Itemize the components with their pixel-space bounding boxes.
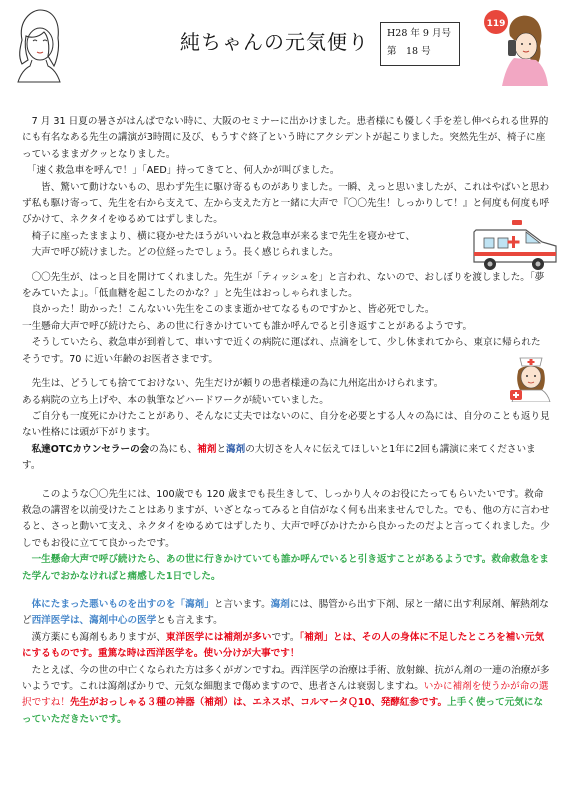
paragraph-hospital: そうしていたら、救急車が到着して、車いすで近くの病院に運ばれ、点滴をして、少し休まれてから、東京に帰られたそうです。70 に近い年齢のお医者さまです。 [22,337,541,365]
paragraph-kyushu: 先生は、どうしても捨てておけない、先生だけが頼りの患者様達の為に九州迄出かけられます。 [22,378,444,390]
paragraph-shazai-explained: 体にたまった悪いものを出すのを「瀉剤」と言います。瀉剤には、腸管から出す下剤、尿と一緒に出す利尿剤、解熱剤など西洋医学は、瀉剤中心の医学とも言えます。 [22,598,549,627]
paragraph-lay-down: 椅子に座ったままより、横に寝かせたほうがいいねと救急車が来るまで先生を寝かせて、 [22,230,416,242]
paragraph-lesson-highlight: 一生懸命大声で呼び続けたら、あの世に行きかけていても誰か呼んでいると引き返すことがあるようです。救命救急をまた学んでおかなければと痛感した1日でした。 [22,554,549,582]
phone-girl-icon [480,6,550,88]
paragraph-rushing: 皆、驚いて動けないもの、思わず先生に駆け寄るものがありました。一瞬、えっと思いましたが、これはやばいと思わず私も駆け寄って、先生を右から支えて、左から支えた方と一緒に大声で『〇〇先生！しっかりして！』と何度も何度も呼びかけて、ネクタイをゆるめてはずしました。 [22,181,550,226]
paragraph-cancer-treatment: たとえば、今の世の中亡くなられた方は多くがガンですね。西洋医学の治療は手術、放射線、抗がん剤の一連の治療が多いようです。これは瀉剤ばかりで、元気な細胞まで傷めますので、患者さんは衰弱しますね。いかに補剤を使うかが命の選択ですね！先生がおっしゃる３種の神器（補剤）は、エネスポ、コルマータＱ10、発酵紅参です。上手く使って元気になっていただきたいです。 [22,664,550,725]
emergency-badge-number: 119 [486,19,506,29]
paragraph-call-ambulance: 「速く救急車を呼んで！」「AED」持ってきてと、何人かが叫びました。 [22,165,340,177]
shazai-term: 瀉剤 [226,443,246,455]
paragraph-woke-up: 〇〇先生が、はっと目を開けてくれました。先生が「ティッシュを」と言われ、ないので、おしぼりを渡しました。「夢をみていたよ」。「低血糖を起こしたのかな？」と先生はおっしゃられました。 [22,271,545,300]
paragraph-relief: 良かった！助かった！こんないい先生をこのまま逝かせてなるものですかと、皆必死でした。 [22,304,435,316]
paragraph-hard-work: ある病院の立ち上げや、本の執筆などハードワークが続いていました。 [22,394,329,406]
paragraph-keep-calling: 大声で呼び続けました。どの位経ったでしょう。長く感じられました。 [22,247,339,259]
otc-counselor-group: 私達OTCカウンセラーの会 [22,443,150,455]
paragraph-intro: 7 月 31 日夏の暑さがはんぱでない時に、大阪のセミナーに出かけました。患者様にも優しく手を差し伸べられる世界的にも有名なある先生の講演が3時間に及び、もうすぐ終了という時にアクシデントが起こりました。突然先生が、椅子に座っているままガクッとなりました。 [22,116,549,160]
article-body [22,114,550,728]
newsletter-title: 純ちゃんの元気便り [180,30,369,54]
paragraph-calling-back: 一生懸命大声で呼び続けたら、あの世に行きかけていても誰か呼んでると引き返すことがあるようです。 [22,320,473,332]
hozai-term: 補剤 [197,443,217,455]
issue-info-box [380,22,460,66]
woman-portrait-icon [10,6,66,84]
paragraph-character: ご自分も一度死にかけたことがあり、そんなに丈夫ではないのに、自分を必要とする人々の為には、自分のことも返り見ない性格には頭が下がります。 [22,410,550,439]
paragraph-lectures: 私達OTCカウンセラーの会の為にも、補剤と瀉剤の大切さを人々に伝えてほしいと1年に2回も講演に来てくださいます。 [22,443,536,472]
issue-date: H28 年 9 月号 [387,28,451,39]
paragraph-hozai-explained: 漢方薬にも瀉剤もありますが、東洋医学には補剤が多いです。「補剤」とは、その人の身体に不足したところを補い元気にするものです。重篤な時は西洋医学を。使い分けが大事です！ [22,631,545,660]
issue-number: 第 18 号 [387,46,431,57]
paragraph-long-life: このような〇〇先生には、100歳でも 120 歳までも長生きして、しっかり人々のお役にたってもらいたいです。救命救急の講習を以前受けたことはありますが、いざとなってみると自信がなく何も出来ませんでした。でも、他の方に言わせると、さっと動いて支え、ネクタイをゆるめてはずしたり、大声で呼びかけたから良かったのだよと言ってくれました。少しでもお役に立てて良かったです。 [22,488,550,549]
